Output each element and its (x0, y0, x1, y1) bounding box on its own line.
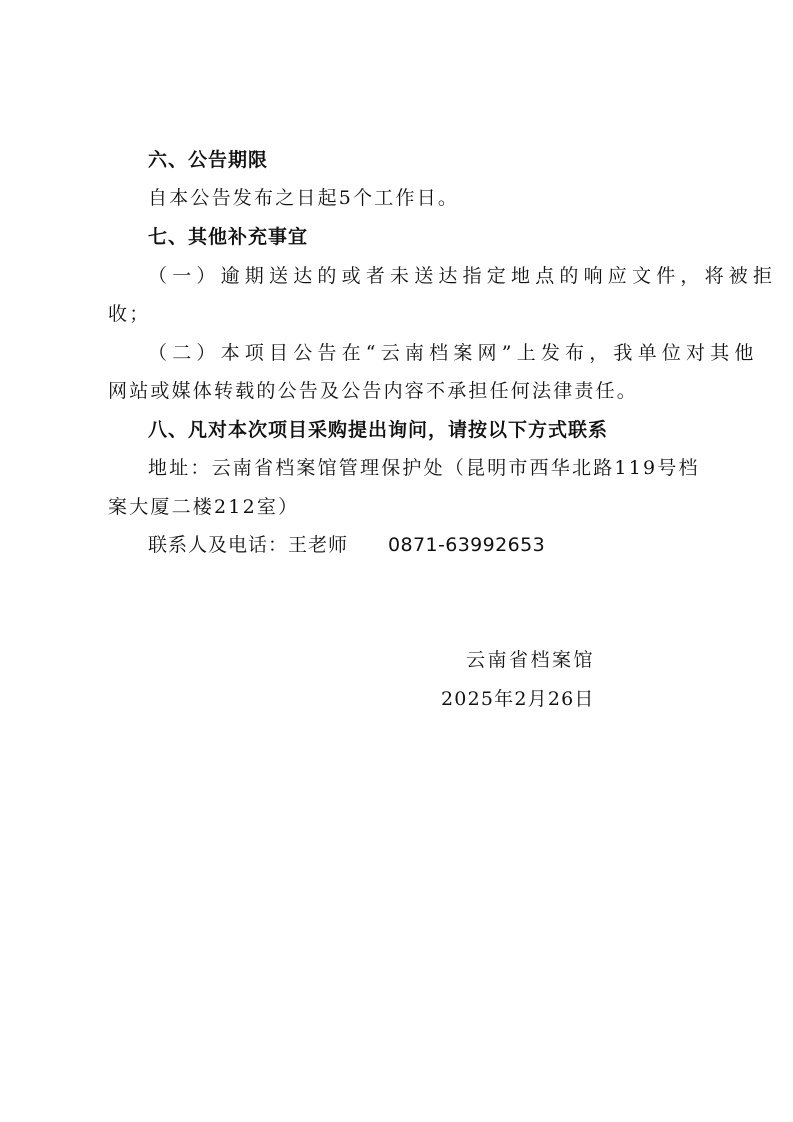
signature-date: 2025年2月26日 (441, 688, 595, 710)
section8-address-line2: 案大厦二楼212室） (108, 496, 300, 518)
section6-heading: 六、公告期限 (148, 149, 269, 171)
section8-address-line1: 地址：云南省档案馆管理保护处（昆明市西华北路119号档 (148, 457, 700, 479)
section7-item1-line2: 收； (108, 303, 151, 325)
section7-item2-line1: （二）本项目公告在“云南档案网”上发布，我单位对其他 (148, 342, 759, 364)
section6-text: 自本公告发布之日起5个工作日。 (148, 187, 460, 209)
section7-item2-line2: 网站或媒体转载的公告及公告内容不承担任何法律责任。 (108, 380, 639, 402)
section8-heading: 八、凡对本次项目采购提出询问，请按以下方式联系 (148, 419, 609, 441)
contact-label: 联系人及电话：王老师 (148, 534, 349, 556)
signature-organization: 云南省档案馆 (466, 649, 596, 671)
contact-phone: 0871-63992653 (388, 534, 546, 556)
section7-item1-line1: （一）逾期送达的或者未送达指定地点的响应文件，将被拒 (148, 265, 778, 287)
section7-heading: 七、其他补充事宜 (148, 226, 309, 248)
